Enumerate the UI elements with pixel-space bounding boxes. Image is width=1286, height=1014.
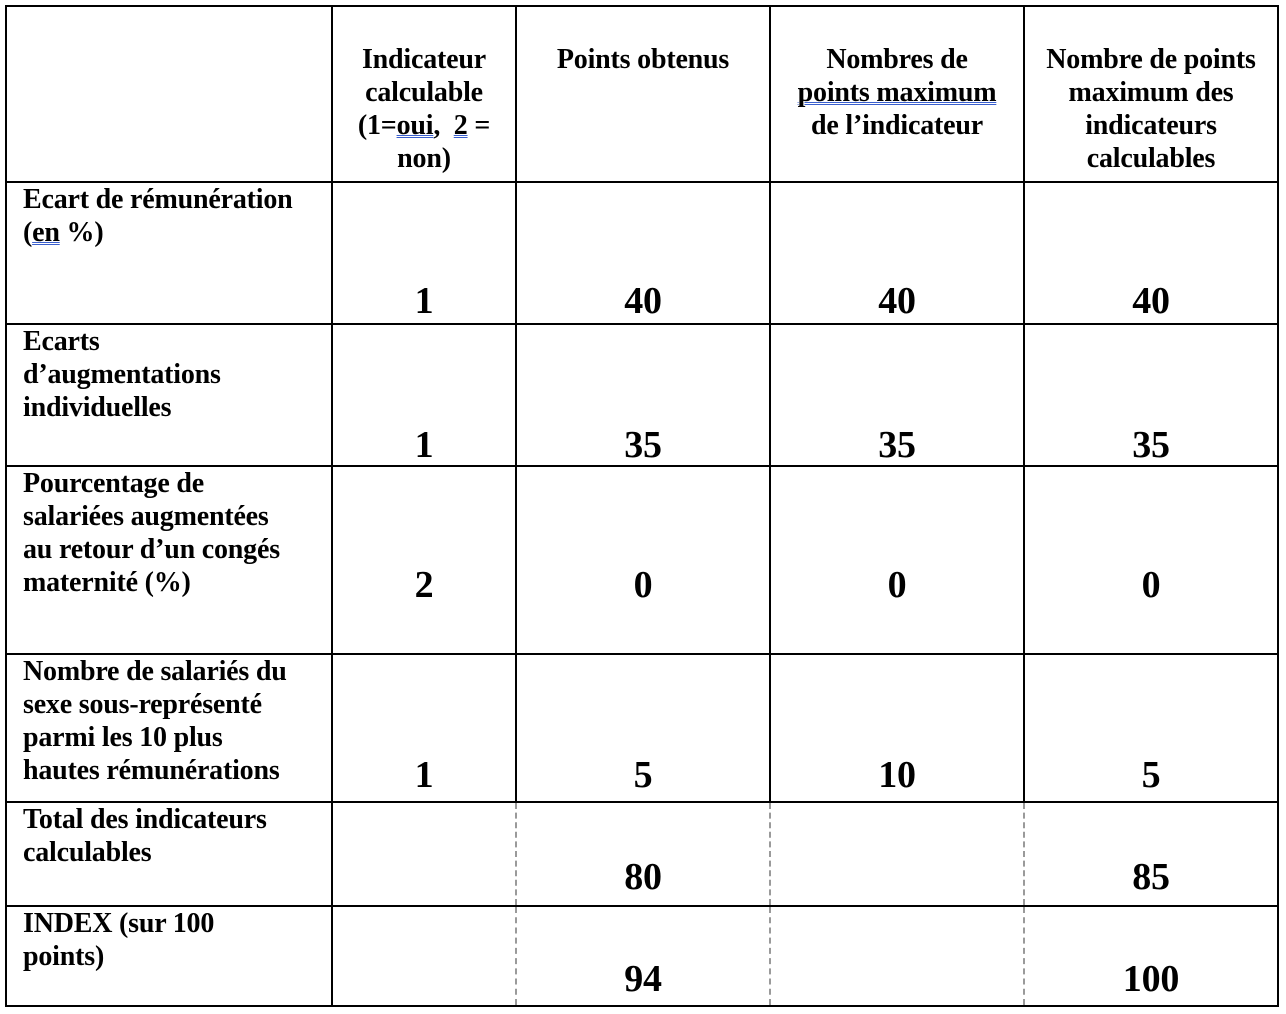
cell-points-max-indicateur: 10 — [770, 654, 1024, 802]
total-calculable-empty — [332, 802, 516, 906]
header-points-obtenus — [516, 6, 770, 182]
indicators-table — [5, 5, 1279, 1007]
row-label-line: (en %) — [23, 217, 104, 248]
table-row — [6, 466, 1278, 654]
row-label-line: Pourcentage de — [23, 468, 204, 499]
index-points-obtenus: 94 — [516, 906, 770, 1006]
index-points-max-indicateur-empty — [770, 906, 1024, 1006]
total-row — [6, 802, 1278, 906]
header-points-max-calculables-line-4: calculables — [1086, 143, 1216, 174]
row-label-line: maternité (%) — [23, 567, 191, 598]
cell-points-obtenus: 35 — [516, 324, 770, 466]
header-calculable-line-1: Indicateur — [361, 44, 486, 75]
index-points-max-calculables: 100 — [1024, 906, 1278, 1006]
row-label — [6, 654, 332, 802]
row-label-line: parmi les 10 plus — [23, 722, 223, 753]
cell-points-obtenus: 5 — [516, 654, 770, 802]
index-calculable-empty — [332, 906, 516, 1006]
header-calculable — [332, 6, 516, 182]
row-label-line: Nombre de salariés du — [23, 656, 287, 687]
header-points-max-calculables — [1024, 6, 1278, 182]
header-calculable-line-4: non) — [397, 143, 451, 174]
index-label-line-1: INDEX (sur 100 — [23, 908, 215, 939]
header-points-max-indicateur — [770, 6, 1024, 182]
index-row — [6, 906, 1278, 1006]
row-label — [6, 324, 332, 466]
row-label-line: individuelles — [23, 392, 172, 423]
total-label-line-2: calculables — [23, 837, 152, 868]
cell-points-obtenus: 40 — [516, 182, 770, 324]
row-label-line: Ecarts — [23, 326, 100, 357]
row-label-line: salariées augmentées — [23, 501, 269, 532]
row-label — [6, 466, 332, 654]
cell-calculable: 1 — [332, 654, 516, 802]
total-points-obtenus: 80 — [516, 802, 770, 906]
total-label-line-1: Total des indicateurs — [23, 804, 267, 835]
cell-calculable: 2 — [332, 466, 516, 654]
header-points-max-calculables-line-2: maximum des — [1068, 77, 1234, 108]
header-calculable-line-3: (1=oui, 2 = — [357, 110, 491, 141]
header-points-max-calculables-line-3: indicateurs — [1085, 110, 1217, 141]
row-label-line: d’augmentations — [23, 359, 221, 390]
header-corner-cell — [6, 6, 332, 182]
cell-points-max-indicateur: 40 — [770, 182, 1024, 324]
index-label-line-2: points) — [23, 941, 105, 972]
header-points-max-calculables-line-1: Nombre de points — [1046, 44, 1256, 75]
total-points-max-indicateur-empty — [770, 802, 1024, 906]
table-row — [6, 182, 1278, 324]
table-row — [6, 654, 1278, 802]
header-points-max-indicateur-line-3: de l’indicateur — [811, 110, 983, 141]
cell-points-max-calculables: 0 — [1024, 466, 1278, 654]
cell-points-max-calculables: 5 — [1024, 654, 1278, 802]
cell-points-max-calculables: 35 — [1024, 324, 1278, 466]
total-label — [6, 802, 332, 906]
header-points-max-indicateur-line-1: Nombres de — [826, 44, 968, 75]
cell-calculable: 1 — [332, 182, 516, 324]
row-label-line: sexe sous-représenté — [23, 689, 262, 720]
row-label-line: au retour d’un congés — [23, 534, 280, 565]
header-calculable-line-2: calculable — [365, 77, 483, 108]
cell-calculable: 1 — [332, 324, 516, 466]
cell-points-max-indicateur: 0 — [770, 466, 1024, 654]
header-points-obtenus-line-1: Points obtenus — [556, 44, 730, 75]
total-points-max-calculables: 85 — [1024, 802, 1278, 906]
table-row — [6, 324, 1278, 466]
cell-points-max-calculables: 40 — [1024, 182, 1278, 324]
row-label-line: hautes rémunérations — [23, 755, 280, 786]
row-label — [6, 182, 332, 324]
header-points-max-indicateur-line-2: points maximum — [797, 77, 997, 108]
index-label — [6, 906, 332, 1006]
header-row — [6, 6, 1278, 182]
cell-points-obtenus: 0 — [516, 466, 770, 654]
row-label-line: Ecart de rémunération — [23, 184, 293, 215]
cell-points-max-indicateur: 35 — [770, 324, 1024, 466]
